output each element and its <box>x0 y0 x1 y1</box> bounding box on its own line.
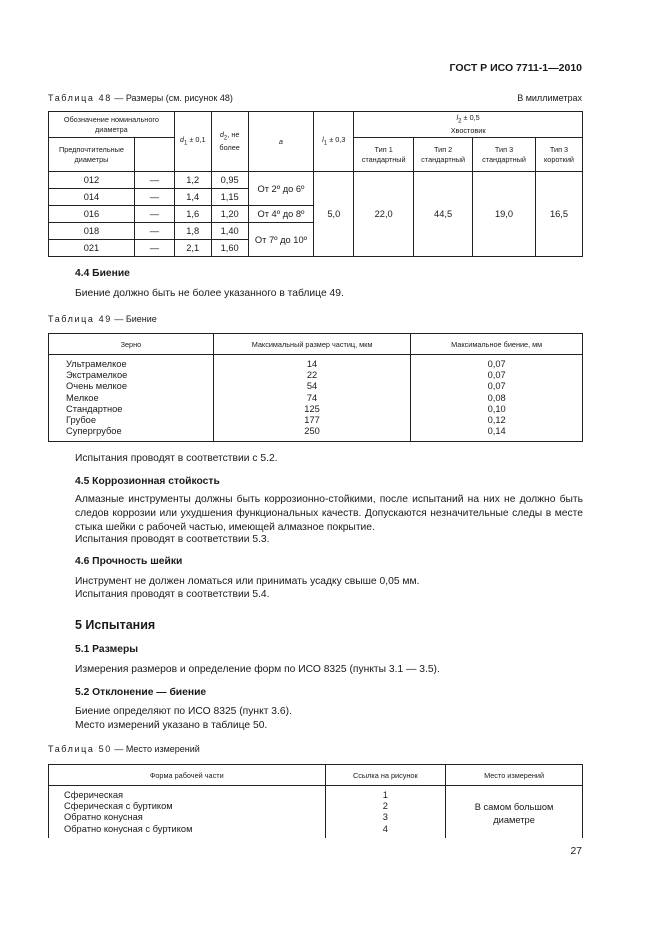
form-list <box>49 786 326 838</box>
section-4-5-test: Испытания проводят в соответствии 5.3. <box>75 534 270 545</box>
place-cell: В самом большом диаметре <box>446 786 583 838</box>
list-item: 250 <box>304 426 320 437</box>
table-cell: 1,2 <box>174 172 211 189</box>
section-5-2-text1: Биение определяют по ИСО 8325 (пункт 3.6). <box>75 706 292 717</box>
section-4-4-text: Биение должно быть не более указанного в таблице 49. <box>75 288 344 299</box>
table49-caption <box>48 314 157 324</box>
table-cell: 1,4 <box>174 189 211 206</box>
table-cell: — <box>134 223 174 240</box>
table48-units: В миллиметрах <box>517 93 582 103</box>
list-item: Экстрамелкое <box>66 370 128 381</box>
header-place: Место измерений <box>446 765 583 786</box>
list-item: 74 <box>306 392 318 403</box>
header-d1: $d_1 \pm 0,1$ <box>174 112 211 172</box>
list-item: 125 <box>304 403 320 414</box>
page-number: 27 <box>570 846 582 857</box>
table50-caption-text: — Место измерений <box>111 744 200 754</box>
figure-ref-list <box>325 786 446 838</box>
list-item: Грубое <box>66 415 96 426</box>
header-type1: Тип 1 стандартный <box>354 138 414 172</box>
header-runout: Максимальное биение, мм <box>411 334 583 355</box>
header-figure-ref: Ссылка на рисунок <box>325 765 446 786</box>
table-cell: 018 <box>49 223 135 240</box>
header-a: a <box>248 112 314 172</box>
table-cell: 19,0 <box>473 172 536 257</box>
table-cell: 012 <box>49 172 135 189</box>
section-5-2-text2: Место измерений указано в таблице 50. <box>75 720 268 731</box>
section-4-6-text: Инструмент не должен ломаться или принимать усадку свыше 0,05 мм. <box>75 576 420 587</box>
table-cell: 016 <box>49 206 135 223</box>
table-cell: От 2º до 6º <box>248 172 314 206</box>
table48-caption-text: — Размеры (см. рисунок 48) <box>111 93 233 103</box>
table49-note: Испытания проводят в соответствии с 5.2. <box>75 453 278 464</box>
section-5-2-title: 5.2 Отклонение — биение <box>75 687 207 698</box>
table-cell: — <box>134 189 174 206</box>
table-cell: 0,95 <box>211 172 248 189</box>
header-form: Форма рабочей части <box>49 765 326 786</box>
list-item: 3 <box>382 812 388 823</box>
table-cell: 014 <box>49 189 135 206</box>
grain-list <box>49 355 214 442</box>
table-cell: 2,1 <box>174 240 211 257</box>
list-item: 177 <box>304 415 320 426</box>
table49 <box>48 333 583 442</box>
list-item: 0,10 <box>487 403 506 414</box>
table49-caption-text: — Биение <box>111 314 157 324</box>
list-item: 0,07 <box>487 370 506 381</box>
header-l2: $l_2 \pm 0,5$ Хвостовик <box>354 112 583 138</box>
section-4-6-title: 4.6 Прочность шейки <box>75 556 183 567</box>
header-type3-short: Тип 3 короткий <box>535 138 582 172</box>
runout-list <box>411 355 583 442</box>
table48 <box>48 111 583 257</box>
section-5-1-text: Измерения размеров и определение форм по ИСО 8325 (пункты 3.1 — 3.5). <box>75 664 440 675</box>
list-item: 0,07 <box>487 381 506 392</box>
list-item: 2 <box>382 801 388 812</box>
table49-caption-prefix: Таблица 49 <box>48 314 112 324</box>
list-item: 4 <box>382 823 388 834</box>
table48-caption-prefix: Таблица 48 <box>48 93 112 103</box>
table-cell: 1,8 <box>174 223 211 240</box>
list-item: Супергрубое <box>66 426 122 437</box>
header-particle-size: Максимальный размер частиц, мкм <box>213 334 411 355</box>
header-l1: $l_1 \pm 0,3$ <box>314 112 354 172</box>
list-item: Ультрамелкое <box>66 359 127 369</box>
list-item: Очень мелкое <box>66 381 127 392</box>
section-4-6-test: Испытания проводят в соответствии 5.4. <box>75 589 270 600</box>
list-item: Обратно конусная с буртиком <box>64 823 193 834</box>
list-item: 1 <box>382 790 388 800</box>
header-alternative <box>134 138 174 172</box>
header-type2: Тип 2 стандартный <box>414 138 473 172</box>
table-cell: — <box>134 206 174 223</box>
header-type3-standard: Тип 3 стандартный <box>473 138 536 172</box>
section-5-1-title: 5.1 Размеры <box>75 644 139 655</box>
document-id: ГОСТ Р ИСО 7711-1—2010 <box>449 62 582 74</box>
table-cell: 5,0 <box>314 172 354 257</box>
section-4-4-title: 4.4 Биение <box>75 268 130 279</box>
table-cell: 16,5 <box>535 172 582 257</box>
header-d2: $d_2$, не более <box>211 112 248 172</box>
table-cell: 44,5 <box>414 172 473 257</box>
table50 <box>48 764 583 838</box>
header-designation: Обозначение номинального диаметра <box>49 112 175 138</box>
list-item: 22 <box>306 370 318 381</box>
table-cell: — <box>134 240 174 257</box>
particle-list <box>213 355 411 442</box>
list-item: 0,07 <box>487 359 506 369</box>
list-item: 0,14 <box>487 426 506 437</box>
list-item: 0,08 <box>487 392 506 403</box>
table-cell: От 7º до 10º <box>248 223 314 257</box>
table48-caption <box>48 93 233 103</box>
table-cell: 1,15 <box>211 189 248 206</box>
list-item: Сферическая с буртиком <box>64 801 173 812</box>
list-item: 14 <box>306 359 318 369</box>
header-preferred: Предпочтительные диаметры <box>49 138 135 172</box>
table-cell: — <box>134 172 174 189</box>
table-cell: 1,20 <box>211 206 248 223</box>
section-4-5-title: 4.5 Коррозионная стойкость <box>75 476 220 487</box>
list-item: 0,12 <box>487 415 506 426</box>
table-cell: 1,40 <box>211 223 248 240</box>
list-item: Обратно конусная <box>64 812 143 823</box>
table50-caption-prefix: Таблица 50 <box>48 744 112 754</box>
table-cell: От 4º до 8º <box>248 206 314 223</box>
list-item: Мелкое <box>66 392 99 403</box>
section-5-title: 5 Испытания <box>75 618 156 632</box>
table-cell: 1,60 <box>211 240 248 257</box>
table-cell: 22,0 <box>354 172 414 257</box>
header-grain: Зерно <box>49 334 214 355</box>
section-4-5-text: Алмазные инструменты должны быть коррозионно-стойкими, после испытаний на них не должно быть следов коррозии или ухудшения функциональных качеств. Допускаются незначительные следы в месте стыка шейки с рабочей частью, имеющей алмазное покрытие. <box>75 494 583 533</box>
list-item: Сферическая <box>64 790 124 800</box>
table50-caption <box>48 744 200 754</box>
table-cell: 021 <box>49 240 135 257</box>
list-item: 54 <box>306 381 318 392</box>
table-cell: 1,6 <box>174 206 211 223</box>
list-item: Стандартное <box>66 403 123 414</box>
